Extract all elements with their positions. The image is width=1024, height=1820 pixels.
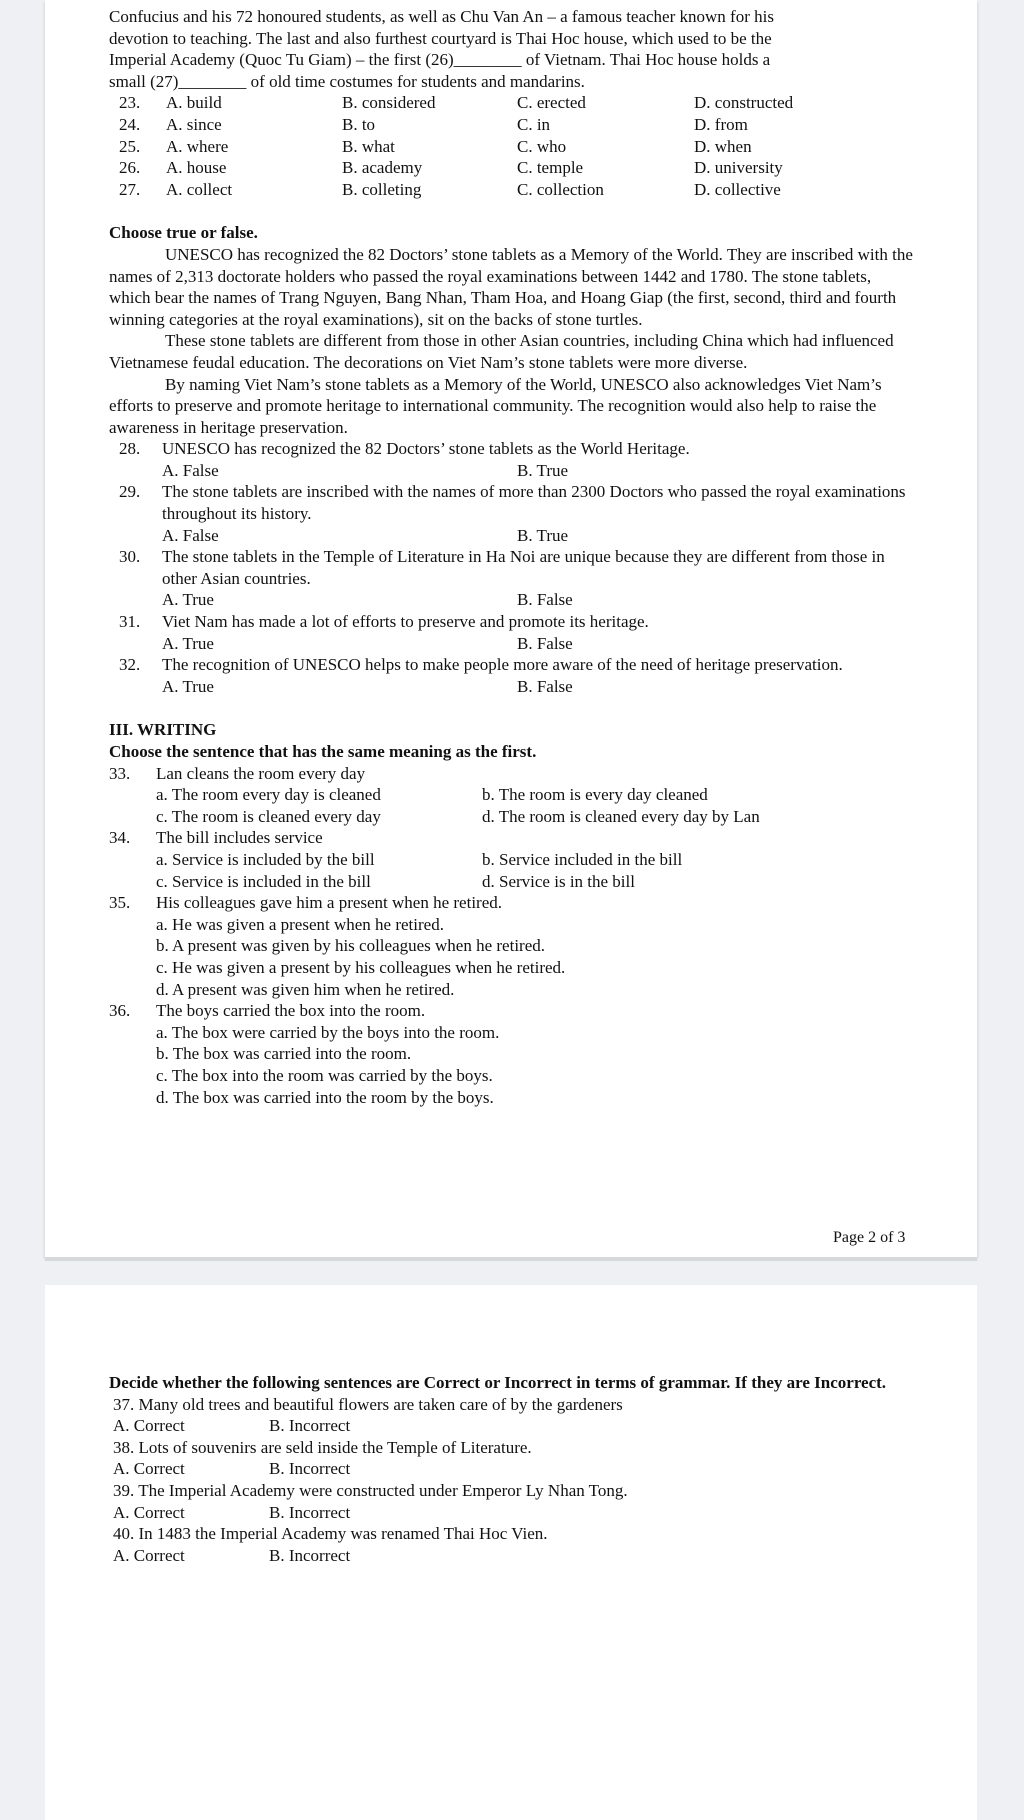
- passage-line: devotion to teaching. The last and also furthest courtyard is Thai Hoc house, which used to be the: [109, 28, 772, 48]
- question-number: 28.: [119, 439, 141, 459]
- answer-a: A. Correct: [113, 1502, 185, 1522]
- option-b: b. The room is every day cleaned: [482, 785, 708, 805]
- question-text: The recognition of UNESCO helps to make people more aware of the need of heritage preservation.: [162, 655, 843, 675]
- answer-row: [109, 1415, 914, 1437]
- grammar-question: 39. The Imperial Academy were constructed under Emperor Ly Nhan Tong.: [113, 1480, 628, 1500]
- tf-answers: [109, 676, 914, 698]
- question-row: [109, 136, 914, 158]
- answer-b: B. False: [517, 590, 573, 610]
- question-row: [109, 92, 914, 114]
- answer-b: B. Incorrect: [269, 1545, 351, 1565]
- option-row: [109, 849, 914, 871]
- option-a: A. where: [166, 136, 229, 156]
- passage-paragraph: These stone tablets are different from those in other Asian countries, including China which had influenced Vietnamese feudal education. The decorations on Viet Nam’s stone tablets were more diverse.: [109, 331, 894, 372]
- question-number: 25.: [119, 136, 141, 156]
- question-text: Viet Nam has made a lot of efforts to preserve and promote its heritage.: [162, 612, 649, 632]
- option-a: A. since: [166, 114, 222, 134]
- option-c: C. erected: [517, 93, 586, 113]
- option-c: C. collection: [517, 179, 604, 199]
- option-row: [109, 806, 914, 828]
- question-row: [109, 114, 914, 136]
- option-c: c. He was given a present by his colleagues when he retired.: [156, 957, 566, 977]
- tf-answers: [109, 525, 914, 547]
- writing-question: [109, 763, 914, 785]
- question-number: 26.: [119, 158, 141, 178]
- passage-line: Confucius and his 72 honoured students, as well as Chu Van An – a famous teacher known for his: [109, 7, 774, 26]
- writing-question: [109, 892, 914, 914]
- tf-question: [109, 654, 914, 676]
- option-a: a. The room every day is cleaned: [156, 785, 381, 805]
- tf-question: [109, 438, 914, 460]
- passage-paragraph: UNESCO has recognized the 82 Doctors’ stone tablets as a Memory of the World. They are inscribed with the names of 2,313 doctorate holders who passed the royal examinations between 1442 and 1780. The stone tablets, which bear the names of Trang Nguyen, Bang Nhan, Tham Hoa, and Hoang Giap (the first, second, third and fourth winning categories at the royal examinations), sit on the backs of stone turtles.: [109, 244, 913, 329]
- question-row: [109, 179, 914, 201]
- answer-b: B. True: [517, 460, 569, 480]
- answer-a: A. Correct: [113, 1545, 185, 1565]
- tf-answers: [109, 589, 914, 611]
- option-b: B. colleting: [342, 179, 422, 199]
- option-row: [109, 784, 914, 806]
- answer-b: B. False: [517, 633, 573, 653]
- option-c: C. temple: [517, 158, 584, 178]
- question-number: 34.: [109, 828, 131, 848]
- option-d: d. A present was given him when he retired.: [156, 979, 455, 999]
- answer-a: A. Correct: [113, 1459, 185, 1479]
- grammar-question: 37. Many old trees and beautiful flowers are taken care of by the gardeners: [113, 1394, 623, 1414]
- page-number: Page 2 of 3: [833, 1229, 906, 1246]
- option-d: d. Service is in the bill: [482, 871, 635, 891]
- question-row: [109, 157, 914, 179]
- option-c: c. The box into the room was carried by the boys.: [156, 1065, 493, 1085]
- cloze-options: [109, 92, 914, 200]
- answer-row: [109, 1502, 914, 1524]
- section-instruction: Decide whether the following sentences are Correct or Incorrect in terms of grammar. If they are Incorrect.: [109, 1373, 887, 1392]
- grammar-question: 38. Lots of souvenirs are seld inside the Temple of Literature.: [113, 1437, 532, 1457]
- option-b: b. Service included in the bill: [482, 849, 683, 869]
- answer-a: A. True: [162, 590, 214, 610]
- section-heading: Choose true or false.: [109, 223, 258, 243]
- question-text: The boys carried the box into the room.: [156, 1001, 426, 1021]
- question-number: 32.: [119, 655, 141, 675]
- question-number: 29.: [119, 482, 141, 502]
- option-row: [109, 871, 914, 893]
- section-title: III. WRITING: [109, 720, 217, 740]
- grammar-question: 40. In 1483 the Imperial Academy was renamed Thai Hoc Vien.: [113, 1524, 548, 1544]
- question-text: Lan cleans the room every day: [156, 763, 366, 783]
- option-d: D. university: [694, 158, 783, 178]
- answer-b: B. True: [517, 525, 569, 545]
- answer-b: B. Incorrect: [269, 1459, 351, 1479]
- question-number: 24.: [119, 114, 141, 134]
- option-d: D. collective: [694, 179, 781, 199]
- passage-line: small (27)________ of old time costumes for students and mandarins.: [109, 71, 585, 91]
- answer-b: B. False: [517, 676, 573, 696]
- answer-b: B. Incorrect: [269, 1416, 351, 1436]
- answer-a: A. False: [162, 460, 219, 480]
- answer-a: A. Correct: [113, 1416, 185, 1436]
- answer-b: B. Incorrect: [269, 1502, 351, 1522]
- tf-question: [109, 611, 914, 633]
- tf-answers: [109, 633, 914, 655]
- option-b: B. to: [342, 114, 376, 134]
- question-text: His colleagues gave him a present when he retired.: [156, 893, 503, 913]
- option-d: D. from: [694, 114, 748, 134]
- option-c: C. in: [517, 114, 551, 134]
- section-instruction: Choose the sentence that has the same meaning as the first.: [109, 742, 537, 761]
- page-separator: [45, 1257, 977, 1261]
- option-a: A. build: [166, 93, 222, 113]
- option-b: B. academy: [342, 158, 423, 178]
- question-number: 23.: [119, 93, 141, 113]
- option-d: d. The box was carried into the room by the boys.: [156, 1087, 494, 1107]
- option-a: a. The box were carried by the boys into the room.: [156, 1022, 500, 1042]
- page-3-content: [109, 1372, 914, 1566]
- question-text: The stone tablets in the Temple of Literature in Ha Noi are unique because they are different from those in other Asian countries.: [162, 547, 885, 588]
- option-d: d. The room is cleaned every day by Lan: [482, 806, 760, 826]
- option-b: b. A present was given by his colleagues when he retired.: [156, 936, 546, 956]
- question-text: UNESCO has recognized the 82 Doctors’ stone tablets as the World Heritage.: [162, 439, 690, 459]
- tf-question: [109, 546, 914, 589]
- option-a: a. Service is included by the bill: [156, 849, 375, 869]
- tf-question: [109, 481, 914, 524]
- option-a: a. He was given a present when he retired.: [156, 914, 444, 934]
- question-number: 33.: [109, 763, 131, 783]
- writing-question: [109, 827, 914, 849]
- writing-question: [109, 1000, 914, 1022]
- question-number: 27.: [119, 179, 141, 199]
- option-c: c. The room is cleaned every day: [156, 806, 381, 826]
- passage-line: Imperial Academy (Quoc Tu Giam) – the first (26)________ of Vietnam. Thai Hoc house holds a: [109, 50, 771, 70]
- question-number: 30.: [119, 547, 141, 567]
- answer-a: A. True: [162, 633, 214, 653]
- option-a: A. collect: [166, 179, 233, 199]
- question-number: 35.: [109, 893, 131, 913]
- answer-a: A. True: [162, 676, 214, 696]
- tf-answers: [109, 460, 914, 482]
- answer-row: [109, 1458, 914, 1480]
- option-b: B. considered: [342, 93, 436, 113]
- question-text: The stone tablets are inscribed with the names of more than 2300 Doctors who passed the royal examinations throughout its history.: [162, 482, 906, 524]
- option-b: b. The box was carried into the room.: [156, 1044, 412, 1064]
- option-a: A. house: [166, 158, 227, 178]
- option-d: D. constructed: [694, 93, 794, 113]
- answer-a: A. False: [162, 525, 219, 545]
- option-c: C. who: [517, 136, 567, 156]
- option-d: D. when: [694, 136, 752, 156]
- answer-row: [109, 1545, 914, 1567]
- question-text: The bill includes service: [156, 828, 323, 848]
- question-number: 31.: [119, 612, 141, 632]
- option-b: B. what: [342, 136, 395, 156]
- passage-paragraph: By naming Viet Nam’s stone tablets as a Memory of the World, UNESCO also acknowledges Viet Nam’s efforts to preserve and promote heritage to international community. The recognition would also help to raise the awareness in heritage preservation.: [109, 374, 882, 437]
- page-2-content: [109, 6, 914, 1108]
- question-number: 36.: [109, 1001, 131, 1021]
- option-c: c. Service is included in the bill: [156, 871, 371, 891]
